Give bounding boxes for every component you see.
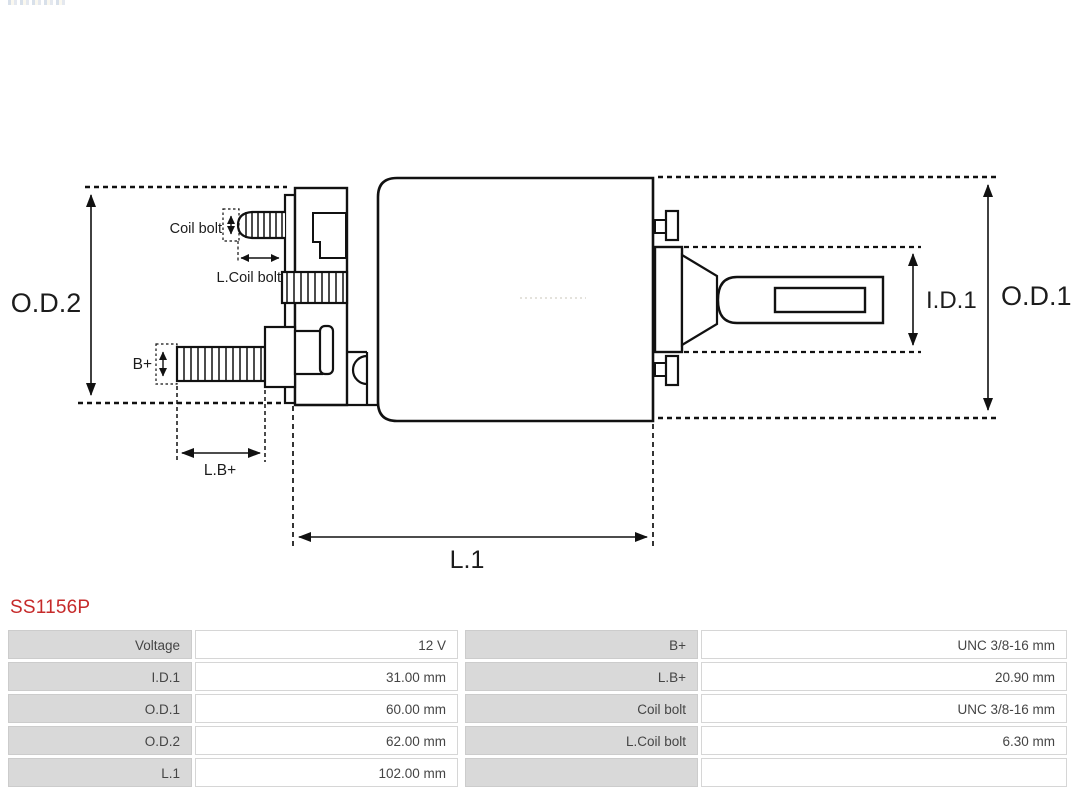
spec-value: 6.30 mm (701, 726, 1067, 755)
solenoid-body (378, 178, 653, 421)
spec-table (8, 630, 1070, 790)
b-plus-label: B+ (132, 356, 152, 373)
spec-label: Coil bolt (465, 694, 698, 723)
lb-plus-label: L.B+ (203, 462, 237, 479)
table-row (8, 630, 1070, 659)
spec-label: L.Coil bolt (465, 726, 698, 755)
spec-value (701, 758, 1067, 787)
table-row (8, 726, 1070, 755)
spec-value: 31.00 mm (195, 662, 458, 691)
table-row (8, 694, 1070, 723)
spec-label: I.D.1 (8, 662, 192, 691)
spec-label (465, 758, 698, 787)
spec-value: 60.00 mm (195, 694, 458, 723)
spec-value: UNC 3/8-16 mm (701, 694, 1067, 723)
od1-label: O.D.1 (1001, 281, 1072, 311)
spec-label: O.D.1 (8, 694, 192, 723)
end-cap-and-plunger (655, 247, 883, 352)
spec-value: 102.00 mm (195, 758, 458, 787)
l1-label: L.1 (449, 546, 485, 574)
spec-value: UNC 3/8-16 mm (701, 630, 1067, 659)
table-row (8, 758, 1070, 787)
b-plus-dimension (156, 344, 177, 384)
spec-label: L.1 (8, 758, 192, 787)
table-row (8, 662, 1070, 691)
coil-bolt-label: Coil bolt (169, 221, 222, 237)
od2-label: O.D.2 (10, 288, 82, 318)
part-number: SS1156P (10, 597, 91, 618)
l1-dimension (293, 406, 653, 546)
spec-label: B+ (465, 630, 698, 659)
id1-label: I.D.1 (926, 287, 977, 314)
spec-value: 62.00 mm (195, 726, 458, 755)
lb-plus-dimension (177, 386, 265, 462)
spec-label: O.D.2 (8, 726, 192, 755)
l-coil-bolt-label: L.Coil bolt (216, 270, 281, 286)
spec-value: 12 V (195, 630, 458, 659)
spec-label: Voltage (8, 630, 192, 659)
spec-label: L.B+ (465, 662, 698, 691)
spec-value: 20.90 mm (701, 662, 1067, 691)
